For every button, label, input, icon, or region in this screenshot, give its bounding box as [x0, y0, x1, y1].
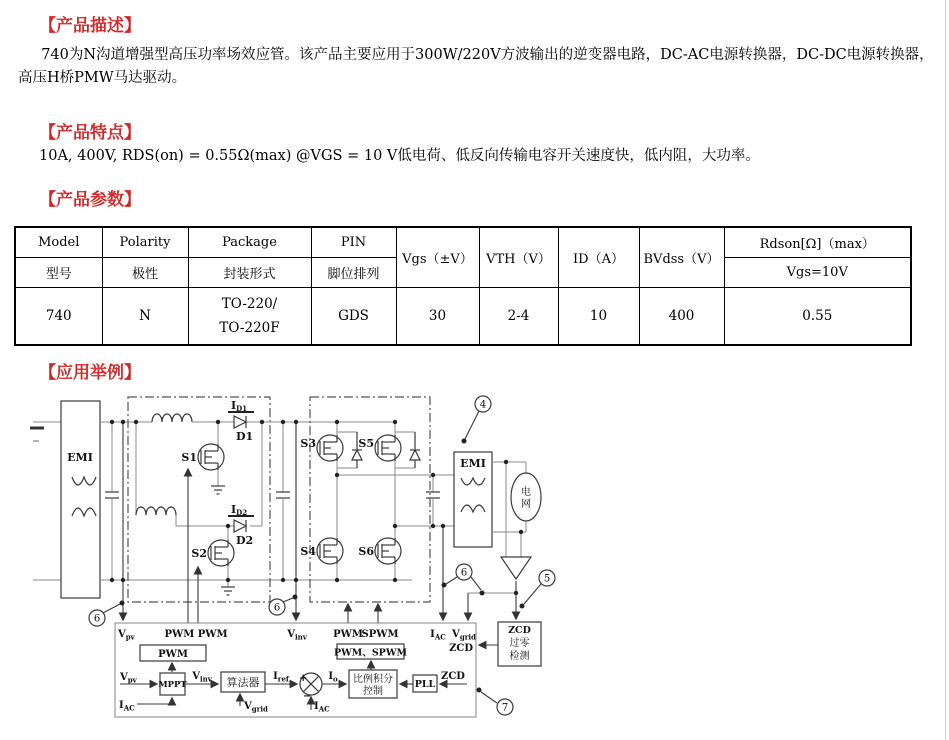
application-circuit-diagram	[0, 385, 600, 730]
s4-label: S4	[300, 545, 316, 558]
current-id1-label: ID1	[231, 399, 248, 413]
header-polarity-cn: 极性	[102, 258, 188, 288]
table-row-headers-en	[15, 227, 911, 258]
callout-6-left	[89, 601, 125, 627]
svg-text:6: 6	[273, 602, 281, 614]
header-pin-en: PIN	[311, 227, 396, 258]
svg-text:4: 4	[479, 399, 487, 411]
flow-label-iref: $I_{ref}$	[273, 671, 289, 684]
pi-box-label-line2: 控制	[363, 686, 383, 697]
d2-label: D2	[236, 534, 254, 547]
emi-right-label: EMI	[460, 457, 486, 470]
summing-minus: −	[303, 691, 312, 702]
svg-text:6: 6	[460, 567, 468, 579]
power-grid	[492, 462, 541, 532]
zcd-box-line3: 检测	[509, 651, 530, 662]
callout-6-middle	[269, 595, 298, 616]
flow-label-io: $I_o$	[328, 671, 338, 684]
cell-package-line1: TO-220/	[221, 296, 278, 312]
full-bridge-box	[310, 397, 430, 602]
algorithm-box-label: 算法器	[226, 676, 260, 689]
board-label-pwm-pair: PWM PWM	[164, 629, 228, 640]
section-heading-features: 【产品特点】	[39, 123, 141, 142]
cell-polarity: N	[102, 288, 188, 346]
table-row-data	[15, 288, 911, 346]
header-vth: VTH（V）	[479, 227, 558, 288]
header-id: ID（A）	[558, 227, 639, 288]
emi-left-label: EMI	[67, 451, 93, 464]
inductor-l2	[136, 507, 176, 515]
board-label-iac: $I_{AC}$	[430, 629, 446, 642]
header-polarity-en: Polarity	[102, 227, 188, 258]
description-body: 740为N沟道增强型高压功率场效应管。该产品主要应用于300W/220V方波输出的逆变器电路，DC-AC电源转换器，DC-DC电源转换器，高压H桥PMW马达驱动。	[18, 47, 934, 86]
header-model-cn: 型号	[15, 258, 102, 288]
pwm-box-label: PWM	[158, 649, 188, 660]
mosfet-s6	[358, 538, 401, 580]
transistor-s5	[358, 422, 420, 538]
board-label-vgrid: $V_{grid}$	[452, 629, 476, 642]
flow-label-vinv: $V_{inv}$	[192, 671, 212, 684]
grid-label-line1: 电	[521, 487, 531, 498]
header-package-en: Package	[188, 227, 311, 258]
s2-label: S2	[191, 547, 207, 560]
svg-text:5: 5	[543, 573, 551, 585]
d1-label: D1	[236, 430, 254, 443]
flow-label-vpv: $V_{pv}$	[120, 672, 137, 685]
cell-id: 10	[558, 288, 639, 346]
board-label-pwm: PWM	[333, 629, 363, 640]
svg-text:7: 7	[501, 702, 509, 714]
board-label-zcd-top: ZCD	[449, 643, 473, 654]
flow-label-iac-left: $I_{AC}$	[119, 700, 135, 713]
pwm-spwm-box-label: PWM、SPWM	[333, 647, 408, 659]
grid-label-line2: 网	[521, 499, 531, 510]
cell-vth: 2-4	[479, 288, 558, 346]
board-label-spwm: SPWM	[361, 629, 399, 640]
cell-model: 740	[15, 288, 102, 346]
section-heading-description: 【产品描述】	[39, 16, 141, 35]
s6-label: S6	[358, 545, 374, 558]
board-label-vpv: $V_{pv}$	[118, 629, 135, 642]
s1-label: S1	[181, 451, 197, 464]
features-body: 10A, 400V, RDS(on) = 0.55Ω(max) @VGS = 10 V低电荷、低反向传输电容开关速度快，低内阻，大功率。	[39, 148, 760, 164]
zcd-detector-box	[479, 622, 541, 666]
header-package-cn: 封装形式	[188, 258, 311, 288]
svg-text:6: 6	[93, 613, 101, 625]
pi-box-label-line1: 比例积分	[353, 674, 393, 685]
board-label-vinv: $V_{inv}$	[287, 629, 307, 642]
callout-7	[477, 688, 514, 716]
header-vgs: Vgs（±V）	[396, 227, 479, 288]
flow-label-zcd: ZCD	[441, 671, 465, 682]
header-model-en: Model	[15, 227, 102, 258]
boost-converter-box	[128, 397, 395, 602]
header-bvdss: BVdss（V）	[639, 227, 724, 288]
cell-bvdss: 400	[639, 288, 724, 346]
pv-input-stub	[30, 422, 61, 580]
diode-d2	[228, 503, 254, 547]
pll-box-label: PLL	[414, 679, 436, 690]
s3-label: S3	[300, 437, 316, 450]
cell-vgs: 30	[396, 288, 479, 346]
s5-label: S5	[358, 437, 374, 450]
section-heading-parameters: 【产品参数】	[39, 190, 141, 209]
control-board	[115, 623, 476, 717]
mppt-box-label: MPPT	[158, 680, 187, 690]
callout-4	[462, 396, 492, 444]
dc-link-capacitor	[276, 422, 290, 580]
cell-package	[188, 288, 311, 346]
emi-filter-left	[61, 401, 100, 598]
inductor-l1	[152, 414, 192, 422]
parameters-table	[14, 226, 912, 346]
zcd-box-line2: 过零	[509, 638, 530, 649]
cell-pin: GDS	[311, 288, 396, 346]
page-right-border	[945, 0, 946, 740]
callout-6-right	[442, 564, 485, 596]
section-heading-application: 【应用举例】	[39, 363, 141, 382]
grid-sensor	[468, 462, 531, 620]
flow-label-vgrid: $V_{grid}$	[244, 701, 268, 714]
cell-rdson: 0.55	[724, 288, 911, 346]
header-pin-cn: 脚位排列	[311, 258, 396, 288]
summing-plus: +	[299, 673, 308, 684]
flow-label-iac-sum: $I_{AC}$	[314, 701, 330, 714]
header-rdson-condition: Vgs=10V	[724, 258, 911, 288]
emi-filter-right	[454, 452, 492, 547]
current-id2-label: ID2	[231, 503, 248, 517]
zcd-box-line1: ZCD	[508, 625, 531, 636]
mosfet-s4	[300, 538, 343, 580]
diode-d1	[228, 399, 254, 443]
cell-package-line2: TO-220F	[219, 320, 280, 336]
callout-5	[520, 570, 556, 609]
header-rdson: Rdson[Ω]（max）	[724, 227, 911, 258]
